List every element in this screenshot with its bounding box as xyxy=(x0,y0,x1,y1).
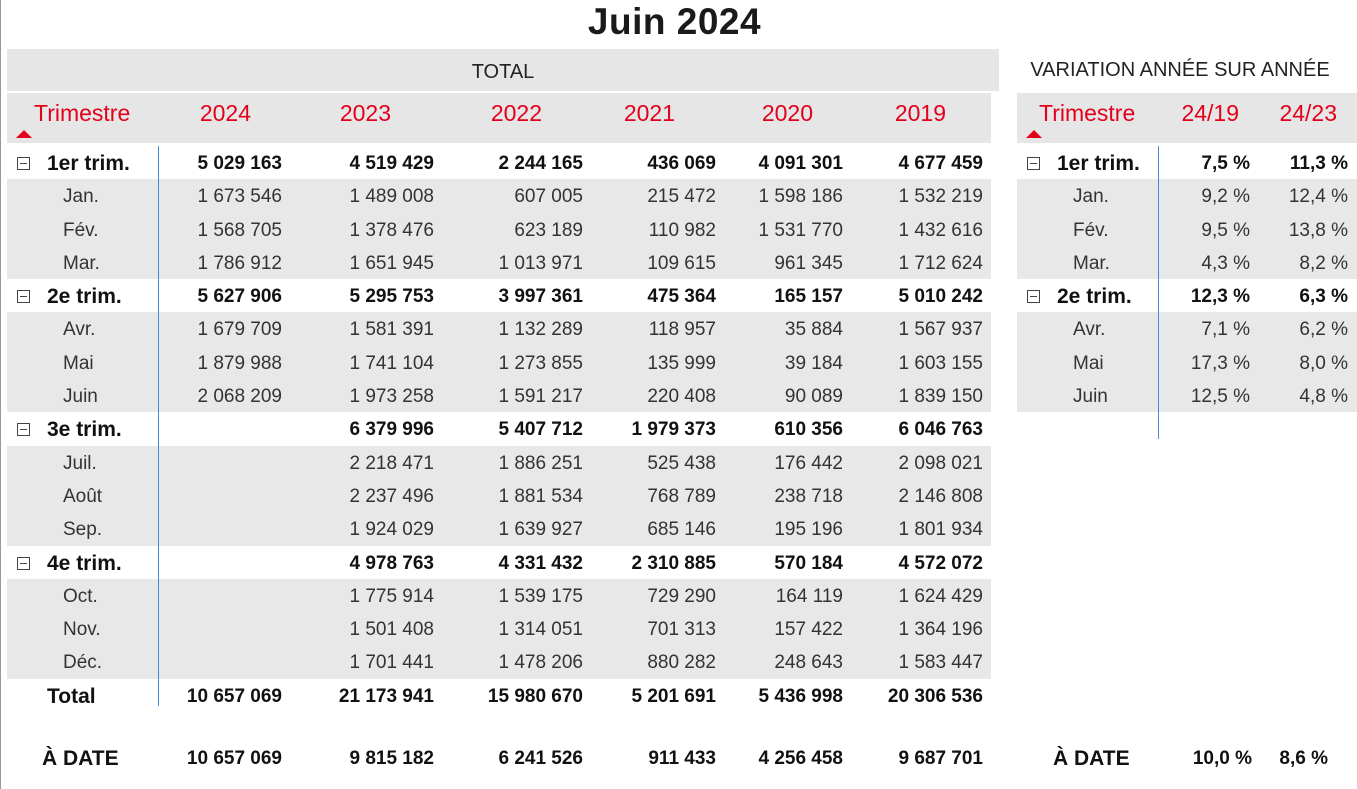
row-label: Nov. xyxy=(63,619,101,641)
row-label: Jan. xyxy=(1073,186,1109,208)
value-cell: 110 982 xyxy=(648,219,716,241)
quarter-row xyxy=(1017,279,1357,312)
row-label: Juin xyxy=(1073,386,1108,408)
row-label[interactable]: 2e trim. xyxy=(1057,285,1132,309)
value-cell: 701 313 xyxy=(647,619,716,641)
adate-value: 9 687 701 xyxy=(898,748,983,769)
value-cell: 1 581 391 xyxy=(349,319,434,341)
adate-value: 9 815 182 xyxy=(349,748,434,769)
value-cell: 1 273 855 xyxy=(498,352,583,374)
value-cell: 5 010 242 xyxy=(898,286,983,308)
row-label: Oct. xyxy=(63,585,98,607)
value-cell: 5 436 998 xyxy=(758,685,843,707)
value-cell: 2 244 165 xyxy=(498,153,583,174)
value-cell: 2 218 471 xyxy=(349,452,434,474)
value-cell: 1 132 289 xyxy=(498,319,583,341)
quarter-row xyxy=(7,146,991,179)
month-row xyxy=(7,246,991,279)
month-row xyxy=(7,579,991,612)
value-cell: 20 306 536 xyxy=(887,685,983,707)
value-cell: 6,3 % xyxy=(1299,286,1348,308)
value-cell: 685 146 xyxy=(647,519,716,541)
value-cell: 1 532 219 xyxy=(898,186,983,208)
row-label: Juin xyxy=(63,386,98,408)
value-cell: 164 119 xyxy=(775,585,843,607)
month-row xyxy=(1017,312,1357,345)
adate-value: 911 433 xyxy=(648,748,716,769)
value-cell: 5 407 712 xyxy=(498,419,583,441)
row-label[interactable]: 2e trim. xyxy=(47,285,122,309)
value-cell: 2 068 209 xyxy=(197,386,282,408)
total-row-header-divider xyxy=(158,146,159,706)
sort-ascending-icon[interactable] xyxy=(1026,130,1042,138)
value-cell: 4 978 763 xyxy=(349,552,434,574)
value-cell: 1 364 196 xyxy=(898,619,983,641)
value-cell: 1 603 155 xyxy=(898,352,983,374)
row-label[interactable]: 4e trim. xyxy=(47,551,122,575)
value-cell: 610 356 xyxy=(774,419,843,441)
adate-value: 6 241 526 xyxy=(498,748,583,769)
collapse-minus-icon[interactable] xyxy=(17,290,30,303)
adate-value: 10 657 069 xyxy=(186,748,282,769)
value-cell: 1 801 934 xyxy=(898,519,983,541)
value-cell: 15 980 670 xyxy=(487,685,583,707)
value-cell: 1 432 616 xyxy=(898,219,983,241)
value-cell: 7,5 % xyxy=(1201,153,1250,174)
value-cell: 4 091 301 xyxy=(758,153,843,174)
collapse-minus-icon[interactable] xyxy=(1027,157,1040,170)
month-row xyxy=(7,312,991,345)
value-cell: 21 173 941 xyxy=(338,685,434,707)
year-header-2023[interactable]: 2023 xyxy=(339,100,391,126)
value-cell: 436 069 xyxy=(647,153,716,174)
value-cell: 6,2 % xyxy=(1299,319,1348,341)
month-row xyxy=(1017,346,1357,379)
value-cell: 12,3 % xyxy=(1190,286,1250,308)
value-cell: 118 957 xyxy=(648,319,716,341)
value-cell: 1 624 429 xyxy=(898,585,983,607)
value-cell: 1 378 476 xyxy=(349,219,434,241)
value-cell: 39 184 xyxy=(784,352,843,374)
value-cell: 7,1 % xyxy=(1201,319,1250,341)
value-cell: 6 046 763 xyxy=(898,419,983,441)
value-cell: 1 013 971 xyxy=(498,252,583,274)
value-cell: 5 295 753 xyxy=(349,286,434,308)
year-header-2021[interactable]: 2021 xyxy=(623,100,675,126)
value-cell: 9,2 % xyxy=(1201,186,1250,208)
value-cell: 1 583 447 xyxy=(898,652,983,674)
month-row xyxy=(1017,246,1357,279)
value-cell: 2 098 021 xyxy=(898,452,983,474)
value-cell: 4 331 432 xyxy=(498,552,583,574)
left-border xyxy=(0,0,1,789)
value-cell: 157 422 xyxy=(774,619,843,641)
variation-header-24-23[interactable]: 24/23 xyxy=(1279,100,1337,126)
value-cell: 8,2 % xyxy=(1299,252,1348,274)
value-cell: 4,3 % xyxy=(1201,252,1250,274)
variation-adate-label: À DATE xyxy=(1053,747,1130,770)
row-label: Avr. xyxy=(63,319,96,341)
value-cell: 9,5 % xyxy=(1201,219,1250,241)
value-cell: 12,5 % xyxy=(1190,386,1250,408)
month-row xyxy=(7,213,991,246)
value-cell: 10 657 069 xyxy=(186,685,282,707)
sort-ascending-icon[interactable] xyxy=(16,130,32,138)
row-label: Mai xyxy=(1073,352,1104,374)
row-label: Août xyxy=(63,485,103,507)
value-cell: 1 879 988 xyxy=(197,352,282,374)
quarter-row xyxy=(1017,146,1357,179)
value-cell: 768 789 xyxy=(647,485,716,507)
collapse-minus-icon[interactable] xyxy=(17,557,30,570)
variation-row-header-divider xyxy=(1158,146,1159,439)
adate-value: 4 256 458 xyxy=(758,748,843,769)
value-cell: 11,3 % xyxy=(1289,153,1348,174)
value-cell: 1 712 624 xyxy=(898,252,983,274)
value-cell: 2 237 496 xyxy=(349,485,434,507)
total-banner: TOTAL xyxy=(7,49,999,91)
value-cell: 1 539 175 xyxy=(498,585,583,607)
value-cell: 176 442 xyxy=(774,452,843,474)
value-cell: 2 146 808 xyxy=(898,485,983,507)
value-cell: 1 741 104 xyxy=(349,352,434,374)
value-cell: 220 408 xyxy=(647,386,716,408)
value-cell: 4 677 459 xyxy=(898,153,983,174)
value-cell: 165 157 xyxy=(774,286,843,308)
variation-column-header xyxy=(1017,93,1357,143)
value-cell: 607 005 xyxy=(514,186,583,208)
month-row xyxy=(7,479,991,512)
year-header-2022[interactable]: 2022 xyxy=(490,100,542,126)
month-row xyxy=(7,379,991,412)
value-cell: 1 501 408 xyxy=(349,619,434,641)
value-cell: 5 201 691 xyxy=(631,685,716,707)
month-row xyxy=(1017,179,1357,212)
row-label: Déc. xyxy=(63,652,103,674)
value-cell: 1 673 546 xyxy=(197,186,282,208)
year-header-2020[interactable]: 2020 xyxy=(761,100,813,126)
month-row xyxy=(7,446,991,479)
value-cell: 1 924 029 xyxy=(349,519,434,541)
row-label: Mai xyxy=(63,352,94,374)
value-cell: 1 651 945 xyxy=(349,252,434,274)
row-label[interactable]: 1er trim. xyxy=(1057,152,1140,175)
adate-label: À DATE xyxy=(42,747,119,770)
value-cell: 5 029 163 xyxy=(197,153,282,174)
row-label: Fév. xyxy=(63,219,99,241)
page-title: Juin 2024 xyxy=(587,1,762,42)
value-cell: 3 997 361 xyxy=(498,286,583,308)
year-header-2019[interactable]: 2019 xyxy=(894,100,946,126)
value-cell: 215 472 xyxy=(647,186,716,208)
trimestre-header[interactable]: Trimestre xyxy=(34,100,131,126)
value-cell: 1 881 534 xyxy=(498,485,583,507)
row-label: Fév. xyxy=(1073,219,1109,241)
variation-banner: VARIATION ANNÉE SUR ANNÉE xyxy=(1030,59,1330,81)
value-cell: 1 591 217 xyxy=(498,386,583,408)
value-cell: 195 196 xyxy=(774,519,843,541)
collapse-minus-icon[interactable] xyxy=(17,423,30,436)
value-cell: 1 839 150 xyxy=(898,386,983,408)
value-cell: 4,8 % xyxy=(1299,386,1348,408)
value-cell: 1 478 206 xyxy=(498,652,583,674)
row-label: Sep. xyxy=(63,519,103,541)
value-cell: 1 598 186 xyxy=(758,186,843,208)
quarter-row xyxy=(7,412,991,445)
value-cell: 1 531 770 xyxy=(758,219,843,241)
value-cell: 35 884 xyxy=(784,319,843,341)
value-cell: 1 568 705 xyxy=(197,219,282,241)
collapse-minus-icon[interactable] xyxy=(1027,290,1040,303)
row-label: Juil. xyxy=(63,452,97,474)
value-cell: 135 999 xyxy=(647,352,716,374)
value-cell: 109 615 xyxy=(647,252,716,274)
value-cell: 1 701 441 xyxy=(349,652,434,674)
total-row xyxy=(7,679,991,712)
month-row xyxy=(7,612,991,645)
value-cell: 570 184 xyxy=(774,552,843,574)
value-cell: 623 189 xyxy=(514,219,583,241)
value-cell: 1 567 937 xyxy=(898,319,983,341)
variation-header-24-19[interactable]: 24/19 xyxy=(1181,100,1239,126)
row-label: Mar. xyxy=(1073,252,1110,274)
total-column-header xyxy=(7,93,991,143)
month-row xyxy=(7,346,991,379)
quarter-row xyxy=(7,546,991,579)
value-cell: 729 290 xyxy=(647,585,716,607)
month-row xyxy=(1017,213,1357,246)
value-cell: 880 282 xyxy=(647,652,716,674)
value-cell: 5 627 906 xyxy=(197,286,282,308)
value-cell: 1 886 251 xyxy=(498,452,583,474)
variation-table xyxy=(1017,146,1357,412)
value-cell: 90 089 xyxy=(784,386,843,408)
value-cell: 13,8 % xyxy=(1288,219,1348,241)
value-cell: 12,4 % xyxy=(1288,186,1348,208)
row-label: Total xyxy=(47,684,96,708)
year-header-2024[interactable]: 2024 xyxy=(199,100,251,126)
row-label: Jan. xyxy=(63,186,99,208)
row-label: Avr. xyxy=(1073,319,1106,341)
value-cell: 1 973 258 xyxy=(349,386,434,408)
value-cell: 4 572 072 xyxy=(898,552,983,574)
row-label[interactable]: 3e trim. xyxy=(47,418,122,442)
value-cell: 6 379 996 xyxy=(349,419,434,441)
row-label[interactable]: 1er trim. xyxy=(47,152,130,175)
variation-adate-value: 8,6 % xyxy=(1279,748,1328,769)
variation-trimestre-header[interactable]: Trimestre xyxy=(1039,100,1136,126)
value-cell: 17,3 % xyxy=(1190,352,1250,374)
value-cell: 4 519 429 xyxy=(349,153,434,174)
variation-adate-value: 10,0 % xyxy=(1192,748,1252,769)
month-row xyxy=(7,645,991,678)
value-cell: 248 643 xyxy=(774,652,843,674)
value-cell: 8,0 % xyxy=(1299,352,1348,374)
month-row xyxy=(1017,379,1357,412)
value-cell: 961 345 xyxy=(774,252,843,274)
value-cell: 1 979 373 xyxy=(631,419,716,441)
value-cell: 1 775 914 xyxy=(349,585,434,607)
month-row xyxy=(7,179,991,212)
value-cell: 2 310 885 xyxy=(631,552,716,574)
row-label: Mar. xyxy=(63,252,100,274)
value-cell: 525 438 xyxy=(647,452,716,474)
month-row xyxy=(7,512,991,545)
value-cell: 1 786 912 xyxy=(197,252,282,274)
total-table xyxy=(7,146,991,712)
value-cell: 1 489 008 xyxy=(349,186,434,208)
value-cell: 475 364 xyxy=(647,286,716,308)
quarter-row xyxy=(7,279,991,312)
value-cell: 238 718 xyxy=(774,485,843,507)
collapse-minus-icon[interactable] xyxy=(17,157,30,170)
value-cell: 1 679 709 xyxy=(197,319,282,341)
value-cell: 1 639 927 xyxy=(498,519,583,541)
value-cell: 1 314 051 xyxy=(498,619,583,641)
